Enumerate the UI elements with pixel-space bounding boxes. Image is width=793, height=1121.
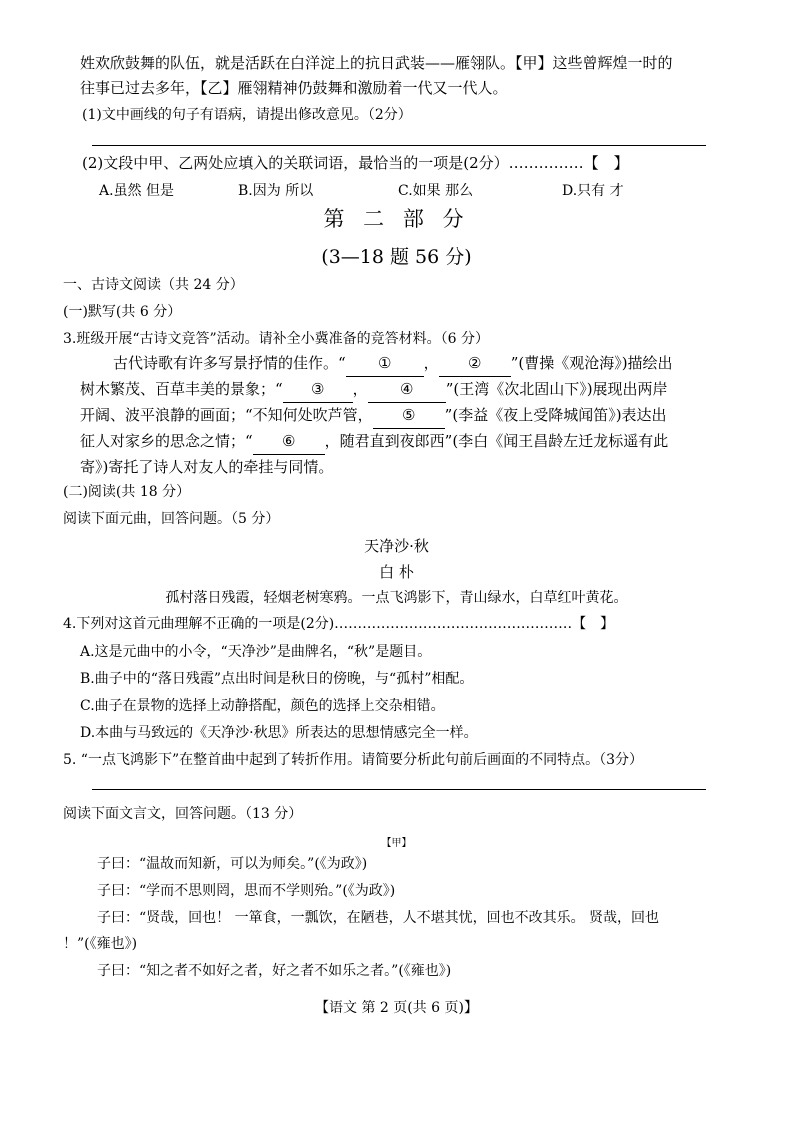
option-d: D.只有 才 — [562, 183, 624, 199]
blank-6[interactable]: ⑥ — [253, 428, 325, 455]
blank-5[interactable]: ⑤ — [373, 402, 445, 429]
poem-title: 天净沙·秋 — [364, 537, 429, 555]
classical-line-4: 子曰：“知之者不如好之者，好之者不如乐之者。”(《雍也》) — [97, 963, 452, 979]
classical-line-3: 子曰：“贤哉，回也！ 一箪食，一瓢饮，在陋巷，人不堪其忧，回也不改其乐。 贤哉，回也 — [97, 910, 660, 926]
question-1-1: (1)文中画线的句子有语病，请提出修改意见。（2分） — [82, 107, 412, 123]
q3-line-2: 树木繁茂、百草丰美的景象；“ ③ ， ④ ”(王湾《次北固山下》)展现出两岸 — [80, 376, 668, 403]
question-4: 4.下列对这首元曲理解不正确的一项是(2分)……………………………………………【 】 — [63, 616, 615, 632]
blank-3[interactable]: ③ — [283, 376, 353, 403]
classical-line-2: 子曰：“学而不思则罔，思而不学则殆。”(《为政》) — [97, 883, 396, 899]
option-c: C.如果 那么 — [398, 183, 474, 199]
passage-line-1: 姓欢欣鼓舞的队伍，就是活跃在白洋淀上的抗日武装——雁翎队。【甲】这些曾辉煌一时的 — [80, 54, 673, 72]
subsection-2: (二)阅读(共 18 分） — [63, 484, 191, 500]
q3-line-4: 征人对家乡的思念之情；“ ⑥ ，随君直到夜郎西”(李白《闻王昌龄左迁龙标遥有此 — [80, 428, 668, 455]
classical-line-3b: ！”(《雍也》) — [63, 936, 138, 952]
part-title: 第 二 部 分 — [323, 207, 470, 231]
q3-line-1: 古代诗歌有许多写景抒情的佳作。“ ① ， ② ”(曹操《观沧海》)描绘出 — [113, 350, 673, 377]
classical-line-1: 子曰：“温故而知新，可以为师矣。”(《为政》) — [97, 856, 368, 872]
blank-1[interactable]: ① — [346, 350, 424, 377]
poem-text: 孤村落日残霞，轻烟老树寒鸦。一点飞鸿影下，青山绿水，白草红叶黄花。 — [165, 590, 628, 606]
question-5: 5. “一点飞鸿影下”在整首曲中起到了转折作用。请简要分析此句前后画面的不同特点。（3分） — [63, 752, 644, 768]
section-heading: 一、古诗文阅读（共 24 分） — [63, 277, 244, 293]
subsection-1: (一)默写(共 6 分） — [63, 304, 182, 320]
q4-option-c: C.曲子在景物的选择上动静搭配，颜色的选择上交杂相错。 — [80, 698, 445, 714]
option-a: A.虽然 但是 — [99, 183, 175, 199]
answer-line-5[interactable] — [92, 789, 706, 790]
page-footer: 【语文 第 2 页(共 6 页)】 — [315, 1000, 478, 1016]
q4-option-b: B.曲子中的“落日残霞”点出时间是秋日的傍晚，与“孤村”相配。 — [80, 671, 474, 687]
q4-option-a: A.这是元曲中的小令，“天净沙”是曲牌名，“秋”是题目。 — [80, 644, 432, 660]
question-1-2: (2)文段中甲、乙两处应填入的关联词语，最恰当的一项是(2分）……………【 】 — [82, 154, 629, 172]
q4-option-d: D.本曲与马致远的《天净沙·秋思》所表达的思想情感完全一样。 — [80, 725, 478, 741]
passage-line-2: 往事已过去多年，【乙】雁翎精神仍鼓舞和激励着一代又一代人。 — [80, 79, 508, 97]
answer-line-1[interactable] — [92, 145, 706, 146]
read-intro-2: 阅读下面文言文，回答问题。（13 分） — [63, 806, 303, 822]
q3-line-5: 寄》)寄托了诗人对友人的牵挂与同情。 — [80, 458, 334, 476]
blank-2[interactable]: ② — [439, 350, 511, 377]
blank-4[interactable]: ④ — [368, 376, 446, 403]
jia-label: 【甲】 — [381, 838, 412, 849]
q3-line-3: 开阔、波平浪静的画面；“不知何处吹芦管， ⑤ ”(李益《夜上受降城闻笛》)表达出 — [80, 402, 667, 429]
question-3-title: 3.班级开展“古诗文竞答”活动。请补全小冀准备的竞答材料。（6 分） — [63, 331, 490, 347]
poem-author: 白 朴 — [379, 563, 414, 581]
option-b: B.因为 所以 — [238, 183, 314, 199]
part-subtitle: (3—18 题 56 分) — [321, 246, 472, 268]
read-intro-1: 阅读下面元曲，回答问题。（5 分） — [63, 511, 280, 527]
